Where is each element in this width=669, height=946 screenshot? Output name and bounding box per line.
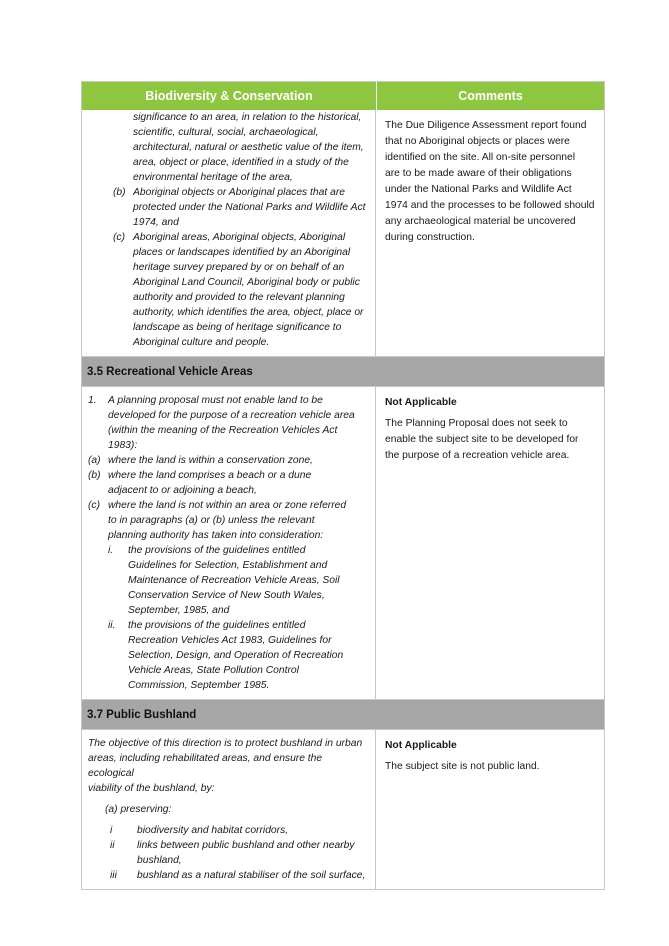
table-row-recreational-vehicle bbox=[82, 386, 604, 699]
list-item-c bbox=[88, 498, 369, 543]
text-line: the purpose of a recreation vehicle area. bbox=[385, 450, 570, 461]
table-row-heritage bbox=[82, 110, 604, 356]
text-line: where the land is within a conservation zone, bbox=[108, 455, 313, 466]
text-line: area, object or place, identified in a study of the bbox=[133, 157, 349, 168]
list-item-ii bbox=[88, 838, 369, 868]
text-line: planning authority has taken into consideration: bbox=[108, 530, 324, 541]
table-header bbox=[82, 82, 604, 110]
not-applicable-label: Not Applicable bbox=[385, 397, 457, 408]
text-line: where the land comprises a beach or a dune bbox=[108, 470, 312, 481]
text-line: are to be made aware of their obligations bbox=[385, 168, 572, 179]
text-line: The subject site is not public land. bbox=[385, 761, 540, 772]
list-item-i bbox=[88, 823, 369, 838]
text-line: viability of the bushland, by: bbox=[88, 783, 215, 794]
text-line: (within the meaning of the Recreation Vehicles Act 1983): bbox=[108, 425, 338, 451]
list-label: ii bbox=[110, 840, 115, 851]
list-item-iii bbox=[88, 868, 369, 883]
list-item-1 bbox=[88, 393, 369, 453]
text-line: landscape as being of heritage significance to bbox=[133, 322, 342, 333]
text-line: developed for the purpose of a recreation vehicle area bbox=[108, 410, 355, 421]
heritage-comment bbox=[376, 110, 604, 356]
list-label: (b) bbox=[113, 187, 126, 198]
text-line: authority, which identifies the area, object, place or bbox=[133, 307, 364, 318]
text-line: under the National Parks and Wildlife Act bbox=[385, 184, 572, 195]
text-line: areas, including rehabilitated areas, and ensure the ecological bbox=[88, 753, 323, 779]
text-line: links between public bushland and other nearby bbox=[137, 840, 355, 851]
text-line: Aboriginal objects or Aboriginal places that are bbox=[133, 187, 345, 198]
list-label: (a) bbox=[88, 455, 101, 466]
text-line: architectural, natural or aesthetic value of the item, bbox=[133, 142, 364, 153]
text-line: Aboriginal culture and people. bbox=[133, 337, 270, 348]
text-line: The Planning Proposal does not seek to bbox=[385, 418, 568, 429]
text-line: Selection, Design, and Operation of Recreation bbox=[128, 650, 344, 661]
text-line: any archaeological material be uncovered bbox=[385, 216, 576, 227]
text-line: Maintenance of Recreation Vehicle Areas, Soil bbox=[128, 575, 340, 586]
text-line: the provisions of the guidelines entitled bbox=[128, 620, 306, 631]
text-line: protected under the National Parks and Wildlife Act bbox=[133, 202, 366, 213]
table-row-public-bushland bbox=[82, 729, 604, 889]
text-line: biodiversity and habitat corridors, bbox=[137, 825, 289, 836]
heritage-continuation bbox=[88, 110, 369, 185]
list-item-a: (a) preserving: bbox=[105, 804, 172, 815]
text-line: Vehicle Areas, State Pollution Control bbox=[128, 665, 299, 676]
list-label: i bbox=[110, 825, 113, 836]
text-line: enable the subject site to be developed for bbox=[385, 434, 579, 445]
section-heading-recreational-vehicle-areas: 3.5 Recreational Vehicle Areas bbox=[82, 356, 604, 386]
text-line: 1974 and the processes to be followed should bbox=[385, 200, 595, 211]
text-line: Conservation Service of New South Wales, bbox=[128, 590, 325, 601]
list-label: 1. bbox=[88, 395, 97, 406]
text-line: A planning proposal must not enable land to be bbox=[108, 395, 323, 406]
header-biodiversity: Biodiversity & Conservation bbox=[82, 82, 377, 110]
text-line: bushland, bbox=[137, 855, 182, 866]
list-label: (c) bbox=[113, 232, 126, 243]
text-line: Recreation Vehicles Act 1983, Guidelines for bbox=[128, 635, 332, 646]
text-line: where the land is not within an area or zone referred bbox=[108, 500, 347, 511]
text-line: 1974, and bbox=[133, 217, 179, 228]
text-line: places or landscapes identified by an Aboriginal bbox=[133, 247, 351, 258]
text-line: Aboriginal areas, Aboriginal objects, Aboriginal bbox=[133, 232, 346, 243]
list-item-b bbox=[88, 468, 369, 498]
text-line: scientific, cultural, social, archaeological, bbox=[133, 127, 319, 138]
text-line: Aboriginal Land Council, Aboriginal body or public bbox=[133, 277, 360, 288]
list-label: (c) bbox=[88, 500, 101, 511]
text-line: Commission, September 1985. bbox=[128, 680, 270, 691]
text-line: identified on the site. All on-site personnel bbox=[385, 152, 576, 163]
list-item-a bbox=[88, 453, 369, 468]
text-line: The objective of this direction is to protect bushland in urban bbox=[88, 738, 363, 749]
list-item-c bbox=[88, 230, 369, 350]
text-line: The Due Diligence Assessment report found bbox=[385, 120, 587, 131]
text-line: that no Aboriginal objects or places were bbox=[385, 136, 570, 147]
list-item-i bbox=[88, 543, 369, 618]
text-line: significance to an area, in relation to the historical, bbox=[133, 112, 362, 123]
text-line: to in paragraphs (a) or (b) unless the relevant bbox=[108, 515, 315, 526]
text-line: during construction. bbox=[385, 232, 475, 243]
section-heading-public-bushland: 3.7 Public Bushland bbox=[82, 699, 604, 729]
list-item-ii bbox=[88, 618, 369, 693]
text-line: Guidelines for Selection, Establishment and bbox=[128, 560, 328, 571]
header-comments: Comments bbox=[458, 89, 523, 103]
text-line: bushland as a natural stabiliser of the soil surface, bbox=[137, 870, 366, 881]
public-bushland-comment bbox=[376, 730, 604, 889]
text-line: heritage survey prepared by or on behalf of an bbox=[133, 262, 345, 273]
text-line: September, 1985, and bbox=[128, 605, 230, 616]
list-label: i. bbox=[108, 545, 114, 556]
list-label: iii bbox=[110, 870, 117, 881]
biodiversity-table bbox=[81, 81, 605, 890]
list-item-b bbox=[88, 185, 369, 230]
list-label: ii. bbox=[108, 620, 116, 631]
text-line: environmental heritage of the area, bbox=[133, 172, 293, 183]
text-line: the provisions of the guidelines entitled bbox=[128, 545, 306, 556]
recreational-vehicle-comment bbox=[376, 387, 604, 699]
list-label: (b) bbox=[88, 470, 101, 481]
text-line: adjacent to or adjoining a beach, bbox=[108, 485, 257, 496]
text-line: authority and provided to the relevant planning bbox=[133, 292, 345, 303]
not-applicable-label: Not Applicable bbox=[385, 740, 457, 751]
bushland-intro bbox=[88, 736, 369, 796]
